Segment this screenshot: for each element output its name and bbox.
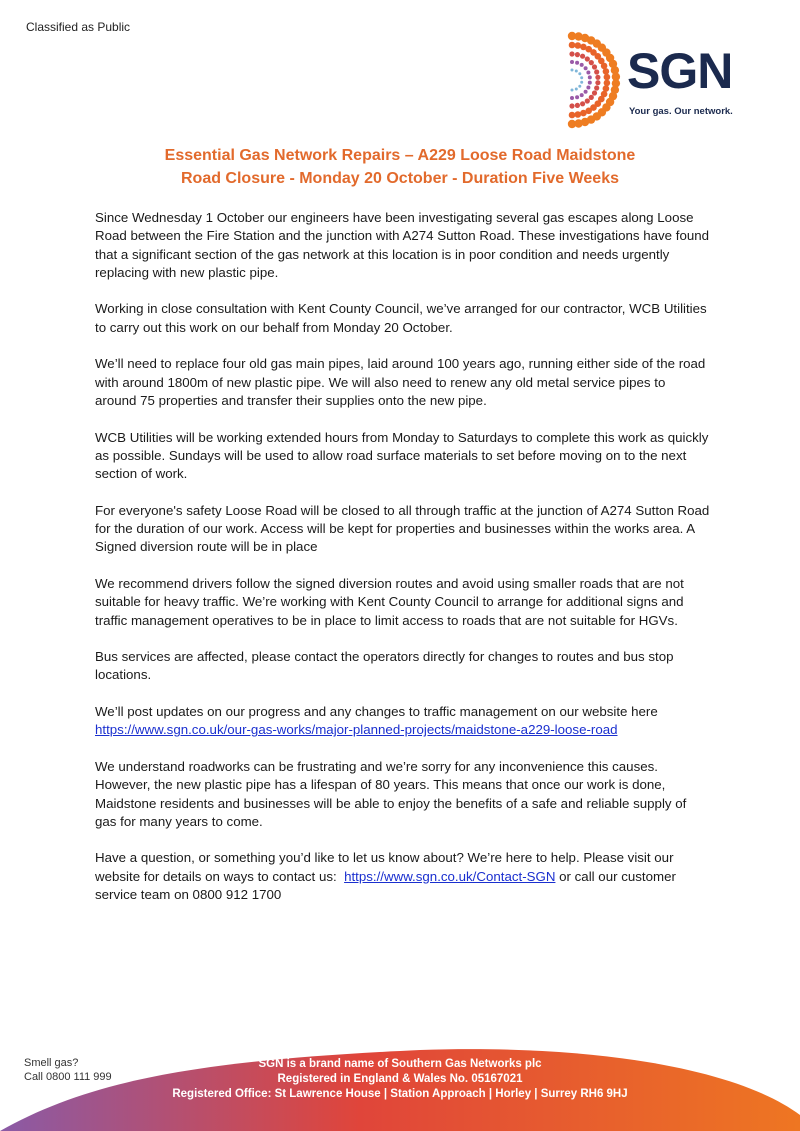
logo-wordmark: SGN [627, 43, 733, 99]
logo-dot [570, 60, 574, 64]
logo-dot [580, 76, 583, 79]
logo-dot [571, 69, 574, 72]
logo-dot [594, 85, 599, 90]
logo-dot [578, 85, 581, 88]
paragraph-contact [95, 849, 710, 904]
logo-dot [575, 111, 582, 118]
contact-text: Have a question, or something you’d like to let us know about? We’re here to help. Please visit our website for details on ways to contact us: [95, 850, 678, 884]
paragraph-updates [95, 703, 710, 740]
logo-tagline: Your gas. Our network. [629, 106, 733, 117]
emergency-contact [24, 1056, 112, 1084]
logo-dot [584, 66, 588, 70]
logo-dot [580, 110, 587, 117]
contact-phone-text: or call our customer service team on 0800 912 1700 [95, 868, 676, 902]
paragraph-lifespan: We understand roadworks can be frustrating and we’re sorry for any inconvenience this causes. However, the new plastic pipe has a lifespan of 80 years. This means that once our work is done, Maidstone residents and businesses will be able to enjoy the benefits of a safe and reliable supply of gas for many years to come. [95, 758, 687, 829]
logo-dot [571, 89, 574, 92]
paragraph-hours: WCB Utilities will be working extended hours from Monday to Saturdays to complete this work as quickly as possible. Sundays will be used to allow road surface materials to set before moving on to the next section of work. [95, 429, 709, 482]
logo-dot [595, 75, 600, 80]
logo-dot [578, 72, 581, 75]
logo-dot [569, 51, 574, 56]
paragraph-diversion: We recommend drivers follow the signed diversion routes and avoid using smaller roads that are not suitable for heavy traffic. We’re working with Kent County Council to arrange for additional signs and traffic management operatives to be in place to limit access to roads that are not suitable for HGVs. [95, 575, 684, 628]
logo-dot [570, 96, 574, 100]
paragraph-contractor: Working in close consultation with Kent County Council, we’ve arranged for our contractor, WCB Utilities to carry out this work on our behalf from Monday 20 October. [95, 301, 707, 335]
logo-dot [575, 103, 580, 108]
logo-dot [585, 98, 590, 103]
logo-dot [603, 68, 610, 75]
logo-dot [592, 90, 597, 95]
page-title [0, 144, 800, 190]
logo-dot [569, 103, 574, 108]
logo-dot [580, 81, 583, 84]
paragraph-pipes: We’ll need to replace four old gas main pipes, laid around 100 years ago, running either side of the road with around 1800m of new plastic pipe. We will also need to renew any old metal service pipes to around 75 properties and transfer their supplies onto the new pipe. [95, 356, 706, 408]
logo-dot [569, 112, 576, 119]
updates-text: We’ll post updates on our progress and any changes to traffic management on our website here [95, 704, 658, 720]
smell-gas-label: Smell gas? [24, 1057, 79, 1069]
logo-dot [595, 80, 600, 85]
logo-dot [592, 64, 597, 69]
contact-sgn-link[interactable]: https://www.sgn.co.uk/Contact-SGN [344, 868, 556, 884]
logo-dot [569, 42, 576, 49]
project-page-link[interactable]: https://www.sgn.co.uk/our-gas-works/major-planned-projects/maidstone-a229-loose-road [95, 722, 618, 738]
logo-dot [586, 71, 590, 75]
logo-dot [589, 95, 594, 100]
emergency-number: Call 0800 111 999 [24, 1071, 112, 1083]
paragraph-closure: For everyone's safety Loose Road will be closed to all through traffic at the junction of A274 Sutton Road for the duration of our work. Access will be kept for properties and businesses within the works area. A Signed diversion route will be in place [95, 502, 710, 555]
logo-dot [575, 52, 580, 57]
title-line-2: Road Closure - Monday 20 October - Duration Five Weeks [180, 170, 619, 187]
paragraph-bus: Bus services are affected, please contact the operators directly for changes to routes and bus stop locations. [95, 649, 674, 683]
logo-dot [575, 95, 579, 99]
logo-dot [575, 42, 582, 49]
logo-dot [604, 80, 611, 87]
footer-company-info [100, 1057, 700, 1102]
logo-dot [575, 61, 579, 65]
logo-dot [568, 120, 576, 128]
footer-line-registration: Registered in England & Wales No. 05167021 [277, 1073, 523, 1085]
logo-dot [588, 75, 592, 79]
logo-dot [594, 69, 599, 74]
sgn-logo [552, 30, 752, 130]
logo-dot [580, 54, 585, 59]
logo-dot [585, 56, 590, 61]
title-line-1: Essential Gas Network Repairs – A229 Loose Road Maidstone [164, 147, 636, 164]
logo-dot [584, 90, 588, 94]
footer-line-brand: SGN is a brand name of Southern Gas Networks plc [258, 1058, 542, 1070]
logo-dot [580, 93, 584, 97]
logo-dot [580, 63, 584, 67]
paragraph-investigation: Since Wednesday 1 October our engineers have been investigating several gas escapes along Loose Road between the Fire Station and the junction with A274 Sutton Road. These investigations have found that a significant section of the gas network at this location is in poor condition and needs urgently replacing with new plastic pipe. [95, 210, 710, 280]
logo-dot [580, 101, 585, 106]
logo-dot [575, 88, 578, 91]
logo-dot [604, 74, 611, 81]
classification-label: Classified as Public [26, 20, 131, 34]
logo-dot [586, 86, 590, 90]
footer-line-office: Registered Office: St Lawrence House | Station Approach | Horley | Surrey RH6 9HJ [172, 1088, 628, 1100]
logo-dot [588, 81, 592, 85]
concentric-dots-logo-icon [552, 30, 624, 130]
logo-dot [575, 70, 578, 73]
logo-dot [589, 60, 594, 65]
letter-body [95, 209, 710, 923]
